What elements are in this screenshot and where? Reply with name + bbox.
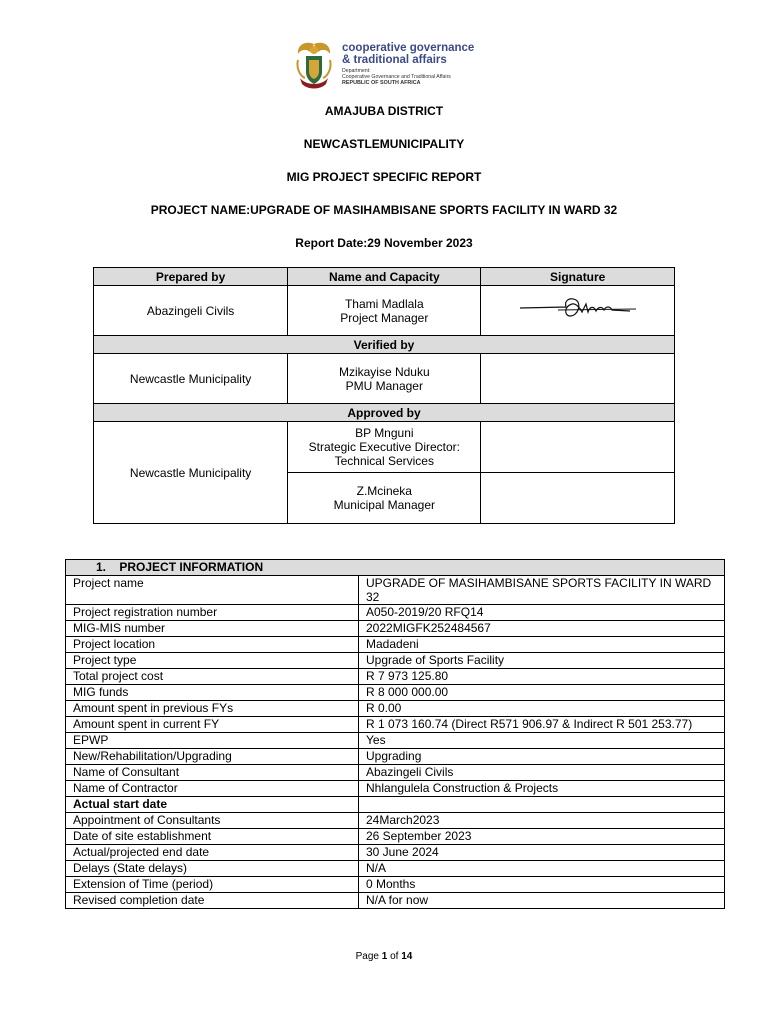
approver1-signature-cell — [481, 422, 675, 473]
info-value: R 8 000 000.00 — [359, 685, 725, 701]
section-title: PROJECT INFORMATION — [119, 560, 264, 574]
page-current: 1 — [381, 951, 388, 962]
info-row — [66, 576, 725, 605]
info-label: Amount spent in current FY — [66, 717, 359, 733]
handwritten-signature — [518, 294, 638, 324]
logo-text-line1: cooperative governance — [342, 42, 475, 54]
info-row — [66, 669, 725, 685]
logo-text-line5: REPUBLIC OF SOUTH AFRICA — [342, 80, 421, 86]
logo-text-line2: & traditional affairs — [342, 54, 447, 66]
approver1-role-line1: Strategic Executive Director: — [308, 440, 460, 454]
verified-signature-cell — [481, 354, 675, 404]
info-row — [66, 749, 725, 765]
municipality-heading: NEWCASTLEMUNICIPALITY — [303, 137, 465, 151]
page-of-word: of — [390, 951, 399, 962]
info-row — [66, 637, 725, 653]
col-name-capacity: Name and Capacity — [288, 268, 481, 286]
info-row — [66, 781, 725, 797]
info-label: Name of Contractor — [66, 781, 359, 797]
info-label: Date of site establishment — [66, 829, 359, 845]
info-label: Actual start date — [66, 797, 359, 813]
info-value: Upgrading — [359, 749, 725, 765]
section-number: 1. — [96, 560, 107, 574]
info-value — [359, 797, 725, 813]
info-label: New/Rehabilitation/Upgrading — [66, 749, 359, 765]
approved-by-band: Approved by — [94, 404, 675, 422]
info-row — [66, 877, 725, 893]
info-row — [66, 813, 725, 829]
info-row — [66, 733, 725, 749]
approver2-signature-cell — [481, 473, 675, 524]
info-row — [66, 797, 725, 813]
info-row — [66, 893, 725, 909]
info-value: R 0.00 — [359, 701, 725, 717]
prepared-signature-cell — [481, 286, 675, 336]
report-date: Report Date:29 November 2023 — [295, 236, 473, 250]
cogta-logo — [292, 38, 478, 94]
verified-person — [288, 354, 481, 404]
info-label: Name of Consultant — [66, 765, 359, 781]
info-value: Madadeni — [359, 637, 725, 653]
verified-name: Mzikayise Nduku — [338, 364, 430, 379]
prepared-name: Thami Madlala — [344, 296, 424, 311]
info-value: 0 Months — [359, 877, 725, 893]
info-value: A050-2019/20 RFQ14 — [359, 605, 725, 621]
info-label: Appointment of Consultants — [66, 813, 359, 829]
info-row — [66, 765, 725, 781]
info-value: Abazingeli Civils — [359, 765, 725, 781]
prepared-org: Abazingeli Civils — [94, 286, 288, 336]
info-row — [66, 621, 725, 637]
info-value: UPGRADE OF MASIHAMBISANE SPORTS FACILITY IN WARD 32 — [359, 576, 725, 605]
page-total: 14 — [401, 951, 413, 962]
info-row — [66, 861, 725, 877]
info-label: Amount spent in previous FYs — [66, 701, 359, 717]
info-row — [66, 829, 725, 845]
info-value: Upgrade of Sports Facility — [359, 653, 725, 669]
info-label: Delays (State delays) — [66, 861, 359, 877]
verified-org: Newcastle Municipality — [94, 354, 288, 404]
info-label: MIG-MIS number — [66, 621, 359, 637]
approver1-name: BP Mnguni — [355, 426, 414, 440]
info-label: EPWP — [66, 733, 359, 749]
district-heading: AMAJUBA DISTRICT — [324, 104, 444, 118]
verified-role: PMU Manager — [345, 378, 423, 393]
info-label: Project type — [66, 653, 359, 669]
info-label: Total project cost — [66, 669, 359, 685]
info-row — [66, 653, 725, 669]
info-label: Project registration number — [66, 605, 359, 621]
approver2-person — [288, 473, 481, 524]
approver2-name: Z.Mcineka — [356, 484, 412, 498]
report-title: MIG PROJECT SPECIFIC REPORT — [286, 170, 482, 184]
verified-by-band: Verified by — [94, 336, 675, 354]
logo-text-line4: Cooperative Governance and Traditional Affairs — [342, 74, 451, 80]
info-label: Actual/projected end date — [66, 845, 359, 861]
page-word: Page — [355, 951, 379, 962]
approver1-role-line2: Technical Services — [334, 454, 434, 468]
section-header — [66, 560, 725, 576]
info-label: Project location — [66, 637, 359, 653]
approved-org: Newcastle Municipality — [94, 422, 288, 524]
prepared-person — [288, 286, 481, 336]
coat-of-arms-icon — [292, 38, 336, 92]
info-value: Nhlangulela Construction & Projects — [359, 781, 725, 797]
info-label: Extension of Time (period) — [66, 877, 359, 893]
info-row — [66, 605, 725, 621]
prepared-role: Project Manager — [340, 310, 429, 325]
info-value: 2022MIGFK252484567 — [359, 621, 725, 637]
info-label: Revised completion date — [66, 893, 359, 909]
approver1-person — [288, 422, 481, 473]
info-value: Yes — [359, 733, 725, 749]
info-row — [66, 845, 725, 861]
info-row — [66, 701, 725, 717]
info-value: 24March2023 — [359, 813, 725, 829]
info-value: N/A — [359, 861, 725, 877]
info-value: N/A for now — [359, 893, 725, 909]
logo-text-line3: Department: — [342, 68, 371, 74]
info-value: R 7 973 125.80 — [359, 669, 725, 685]
approver2-role: Municipal Manager — [333, 498, 435, 512]
project-name-heading: PROJECT NAME:UPGRADE OF MASIHAMBISANE SPORTS FACILITY IN WARD 32 — [150, 203, 618, 217]
col-prepared-by: Prepared by — [94, 268, 288, 286]
page-footer — [0, 951, 768, 962]
info-value: R 1 073 160.74 (Direct R571 906.97 & Indirect R 501 253.77) — [359, 717, 725, 733]
info-row — [66, 685, 725, 701]
info-label: Project name — [66, 576, 359, 605]
info-value: 30 June 2024 — [359, 845, 725, 861]
signoff-table — [93, 267, 675, 524]
project-information-table — [65, 559, 725, 909]
info-label: MIG funds — [66, 685, 359, 701]
info-row — [66, 717, 725, 733]
info-value: 26 September 2023 — [359, 829, 725, 845]
col-signature: Signature — [481, 268, 675, 286]
